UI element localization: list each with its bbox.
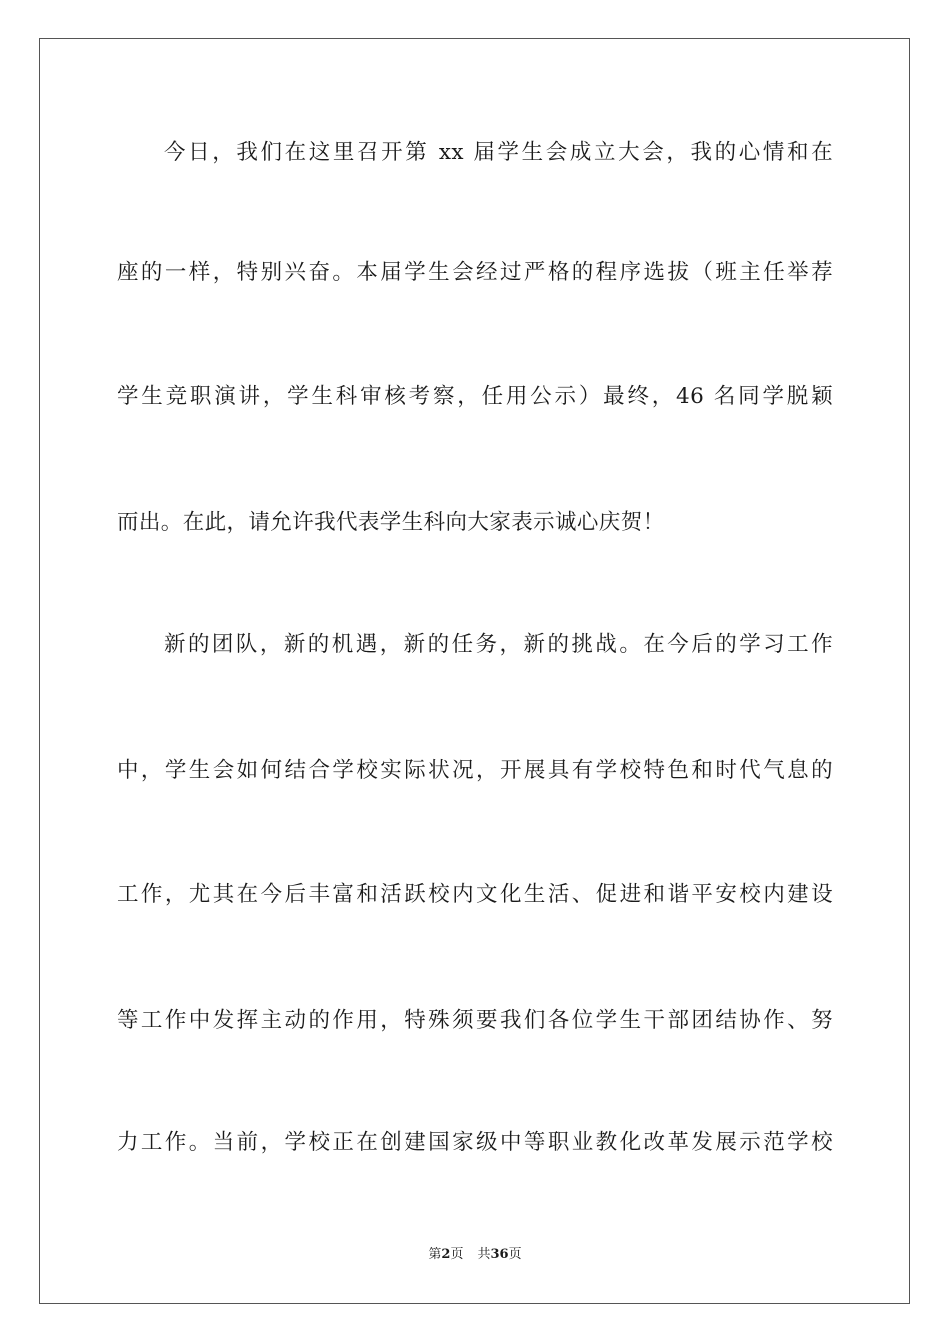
total-pages: 36 [490, 1247, 509, 1262]
text-line: 等工作中发挥主动的作用，特殊须要我们各位学生干部团结协作、努 [117, 1008, 833, 1033]
text-line: 新的团队，新的机遇，新的任务，新的挑战。在今后的学习工作 [164, 632, 833, 657]
page-suffix: 页 [450, 1247, 464, 1262]
text-line: 座的一样，特别兴奋。本届学生会经过严格的程序选拔（班主任举荐 [117, 260, 833, 285]
page-border [39, 38, 910, 1304]
page-number: 2 [441, 1247, 451, 1262]
page-prefix: 第 [428, 1247, 442, 1262]
text-line: 力工作。当前，学校正在创建国家级中等职业教化改革发展示范学校 [117, 1130, 833, 1155]
text-line: 中，学生会如何结合学校实际状况，开展具有学校特色和时代气息的 [117, 758, 833, 783]
total-prefix: 共 [477, 1247, 491, 1262]
text-line: 而出。在此，请允许我代表学生科向大家表示诚心庆贺！ [117, 510, 665, 535]
total-suffix: 页 [508, 1247, 522, 1262]
text-line: 工作，尤其在今后丰富和活跃校内文化生活、促进和谐平安校内建设 [117, 882, 833, 907]
page-footer [0, 1246, 950, 1264]
text-line: 学生竞职演讲，学生科审核考察，任用公示）最终，46 名同学脱颖 [117, 384, 833, 409]
text-line: 今日，我们在这里召开第 xx 届学生会成立大会，我的心情和在 [164, 140, 833, 165]
